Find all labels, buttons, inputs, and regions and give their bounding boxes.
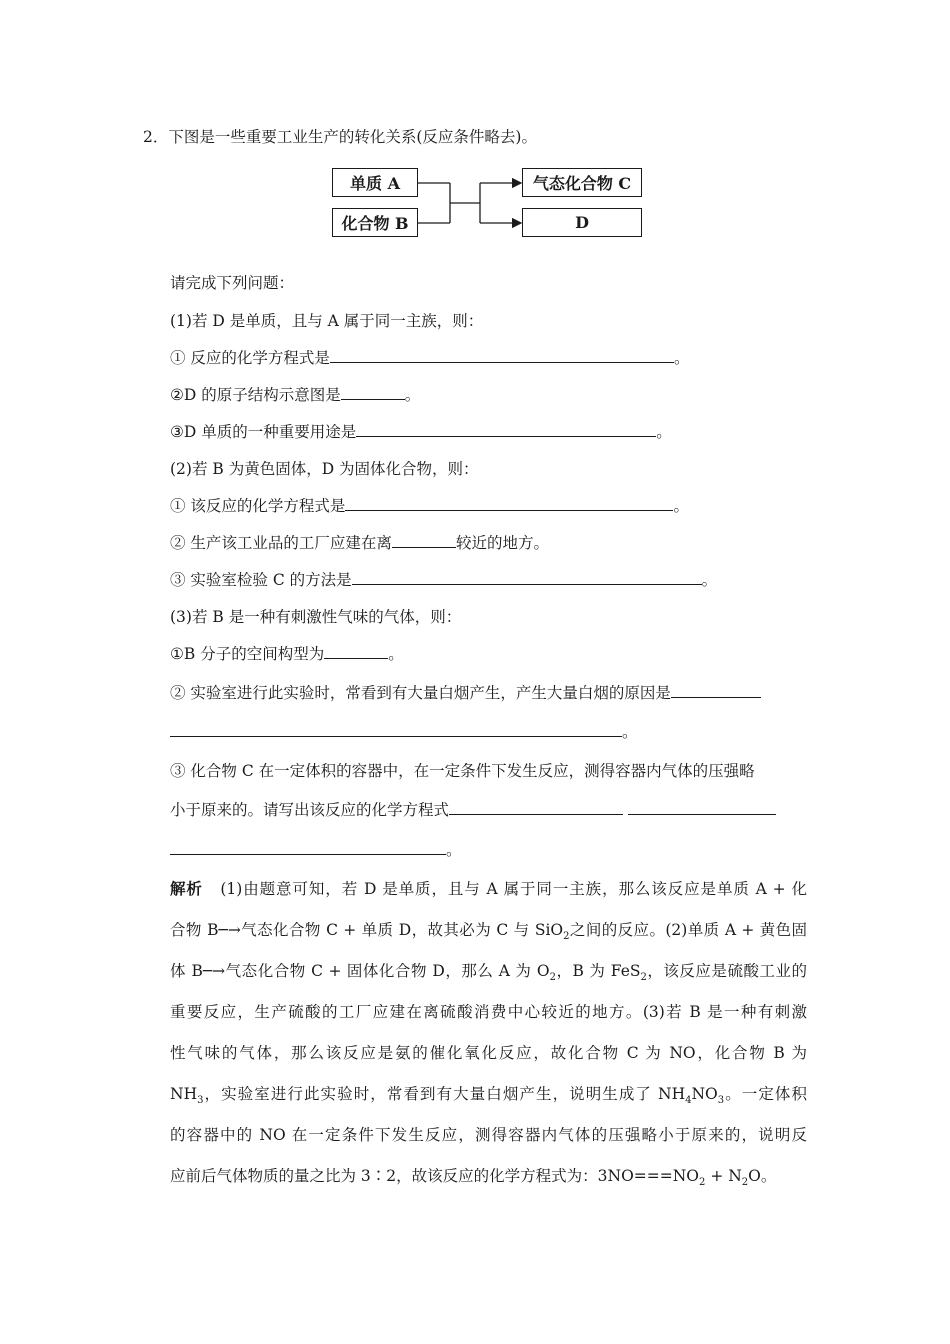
subscript: 2 [741,1177,749,1189]
subscript: 2 [549,972,556,984]
prompt: 请完成下列问题： [170,274,295,292]
part2-q3 [170,570,717,590]
part3-q1-text: ①B 分子的空间构型为 [170,645,325,663]
analysis-line-1 [170,879,807,899]
period: 。 [673,349,690,367]
part3-q3-cont2 [170,840,462,860]
subscript: 3 [197,1095,204,1107]
answer-blank[interactable] [356,422,656,437]
part2-q1 [170,496,689,516]
question-number: 2． [143,128,169,146]
answer-blank[interactable] [324,644,388,659]
analysis-label: 解析 [170,879,203,898]
period: 。 [404,386,421,404]
part3-q3-cont [170,800,776,820]
question-text: 下图是一些重要工业生产的转化关系(反应条件略去)。 [168,128,537,146]
period: 。 [388,645,404,663]
period: 。 [446,841,462,859]
analysis-line-6 [170,1084,807,1107]
analysis-text: 。一定体积 [724,1085,807,1103]
question-stem [143,127,537,147]
diagram-connectors [418,168,524,238]
period: 。 [656,423,672,441]
analysis-text: + N [705,1167,742,1185]
answer-blank[interactable] [392,533,456,548]
box-d [522,208,642,237]
subscript: 2 [699,1177,706,1189]
part1-q2 [170,385,420,405]
subscript: 4 [685,1095,692,1107]
analysis-text: (1)由题意可知，若 D 是单质，且与 A 属于同一主族，那么该反应是单质 A + 化 [220,880,807,898]
analysis-text: NH [170,1085,198,1103]
answer-blank[interactable] [628,800,776,815]
analysis-line-8 [170,1166,777,1189]
subscript: 2 [563,931,570,943]
part3-q3: ③ 化合物 C 在一定体积的容器中，在一定条件下发生反应，测得容器内气体的压强略 [170,762,755,780]
analysis-text: 之间的反应。(2)单质 A + 黄色固 [569,921,808,939]
analysis-line-2 [170,920,808,943]
part2-q2-tail: 较近的地方。 [455,534,549,552]
part1-q3-text: ③D 单质的一种重要用途是 [170,423,357,441]
analysis-text: 合物 B─→气态化合物 C + 单质 D，故其必为 C 与 SiO [170,921,564,939]
answer-blank[interactable] [671,683,761,698]
part2-q1-text: ① 该反应的化学方程式是 [170,497,346,515]
part3-q2-cont [170,722,638,742]
answer-blank[interactable] [449,800,623,815]
box-b-label: 化合物 B [341,214,409,233]
analysis-line-5: 性气味的气体，那么该反应是氨的催化氧化反应，故化合物 C 为 NO，化合物 B 为 [170,1044,807,1062]
answer-blank[interactable] [170,840,446,855]
analysis-text: O。 [748,1167,777,1185]
part1-q3 [170,422,672,442]
box-a [332,168,418,197]
part1-head: (1)若 D 是单质，且与 A 属于同一主族，则： [170,312,484,330]
part3-q3-text: 小于原来的。请写出该反应的化学方程式 [170,801,450,819]
answer-blank[interactable] [345,496,673,511]
analysis-text: ，该反应是硫酸工业的 [646,962,807,980]
part2-head: (2)若 B 为黄色固体，D 为固体化合物，则： [170,460,479,478]
period: 。 [622,723,638,741]
part2-q2 [170,533,549,553]
answer-blank[interactable] [330,348,674,363]
box-b [332,208,418,237]
period: 。 [701,571,718,589]
part1-q1-text: ① 反应的化学方程式是 [170,349,330,367]
part2-q3-text: ③ 实验室检验 C 的方法是 [170,571,352,589]
part1-q2-text: ②D 的原子结构示意图是 [170,386,341,404]
answer-blank[interactable] [341,385,405,400]
analysis-text: 体 B─→气态化合物 C + 固体化合物 D，那么 A 为 O [170,962,550,980]
box-c-label: 气态化合物 C [532,174,632,193]
analysis-text: 应前后气体物质的量之比为 3∶2，故该反应的化学方程式为：3NO===NO [170,1167,700,1185]
box-a-label: 单质 A [350,174,400,193]
analysis-text: NO [691,1085,718,1103]
part2-q2-text: ② 生产该工业品的工厂应建在离 [170,534,392,552]
analysis-line-3 [170,961,807,984]
answer-blank[interactable] [352,570,702,585]
period: 。 [673,497,689,515]
part3-head: (3)若 B 是一种有刺激性气味的气体，则： [170,608,462,626]
subscript: 3 [717,1095,725,1107]
box-c [522,168,642,197]
box-d-label: D [575,213,589,232]
part3-q2 [170,683,761,703]
subscript: 2 [640,972,647,984]
analysis-line-7: 的容器中的 NO 在一定条件下发生反应，测得容器内气体的压强略小于原来的，说明反 [170,1126,807,1144]
part3-q1 [170,644,404,664]
analysis-line-4: 重要反应，生产硫酸的工厂应建在离硫酸消费中心较近的地方。(3)若 B 是一种有刺激 [170,1003,807,1021]
answer-blank[interactable] [170,722,622,737]
part3-q2-text: ② 实验室进行此实验时，常看到有大量白烟产生，产生大量白烟的原因是 [170,684,671,702]
analysis-text: ，B 为 FeS [555,962,641,980]
part1-q1 [170,348,689,368]
analysis-text: ，实验室进行此实验时，常看到有大量白烟产生，说明生成了 NH [203,1085,686,1103]
